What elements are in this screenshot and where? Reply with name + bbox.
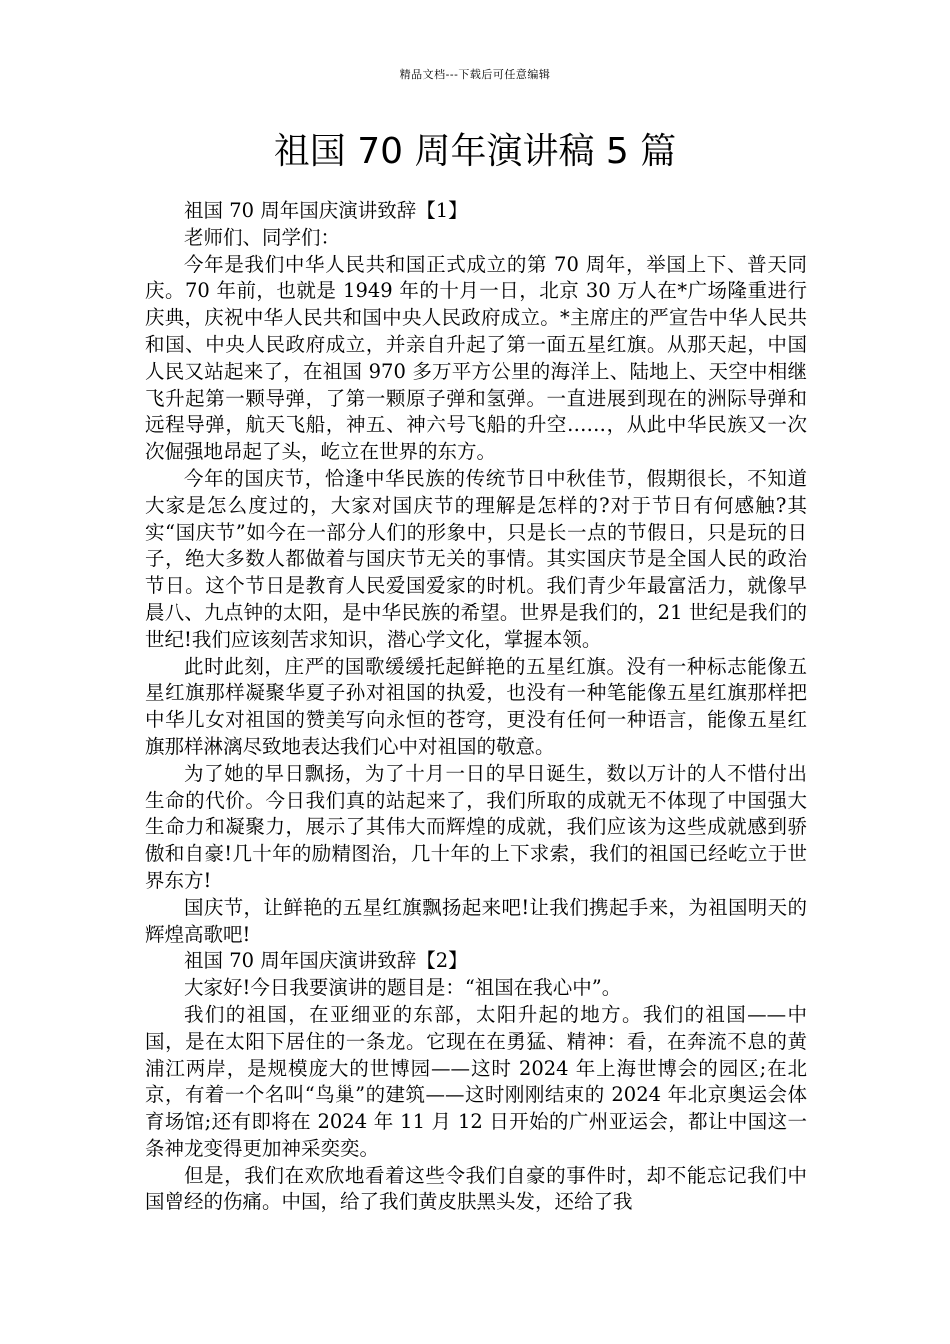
paragraph: 老师们、同学们： bbox=[184, 225, 341, 249]
paragraph: 今年是我们中华人民共和国正式成立的第 70 周年，举国上下、普天同庆。70 年前，也就是 1949 年的十月一日，北京 30 万人在*广场隆重进行庆典，庆祝中华人民共和国中央人民政府成立。*主席庄的严宣告中华人民共和国、中央人民政府成立，并亲自升起了第一面五星红旗。从那天起，中国人民又站起来了，在祖国 970 多万平方公里的海洋上、陆地上、天空中相继飞升起第一颗导弹，了第一颗原子弹和氢弹。一直进展到现在的洲际导弹和远程导弹，航天飞船，神五、神六号飞船的升空……，从此中华民族又一次次倔强地昂起了头，屹立在世界的东方。 bbox=[145, 252, 807, 464]
document-body bbox=[145, 198, 807, 1216]
paragraph: 今年的国庆节，恰逢中华民族的传统节日中秋佳节，假期很长，不知道大家是怎么度过的，大家对国庆节的理解是怎样的?对于节日有何感触?其实“国庆节”如今在一部分人们的形象中，只是长一点的节假日，只是玩的日子，绝大多数人都做着与国庆节无关的事情。其实国庆节是全国人民的政治节日。这个节日是教育人民爱国爱家的时机。我们青少年最富活力，就像早晨八、九点钟的太阳，是中华民族的希望。世界是我们的，21 世纪是我们的世纪!我们应该刻苦求知识，潜心学文化，掌握本领。 bbox=[145, 466, 807, 651]
paragraph: 为了她的早日飘扬，为了十月一日的早日诞生，数以万计的人不惜付出生命的代价。今日我们真的站起来了，我们所取的成就无不体现了中国强大生命力和凝聚力，展示了其伟大而辉煌的成就，我们应该为这些成就感到骄傲和自豪!几十年的励精图治，几十年的上下求索，我们的祖国已经屹立于世界东方! bbox=[145, 761, 807, 892]
paragraph: 我们的祖国，在亚细亚的东部，太阳升起的地方。我们的祖国——中国，是在太阳下居住的一条龙。它现在在勇猛、精神：看，在奔流不息的黄浦江两岸，是规模庞大的世博园——这时 2024 年上海世博会的园区;在北京，有着一个名叫“鸟巢”的建筑——这时刚刚结束的 2024 年北京奥运会体育场馆;还有即将在 2024 年 11 月 12 日开始的广州亚运会，都让中国这一条神龙变得更加神采奕奕。 bbox=[145, 1002, 807, 1160]
paragraph: 大家好!今日我要演讲的题目是：“祖国在我心中”。 bbox=[184, 976, 622, 1000]
header-note: 精品文档---下载后可任意编辑 bbox=[399, 68, 551, 81]
paragraph: 祖国 70 周年国庆演讲致辞【2】 bbox=[184, 949, 468, 973]
paragraph: 国庆节，让鲜艳的五星红旗飘扬起来吧!让我们携起手来，为祖国明天的辉煌高歌吧! bbox=[145, 895, 807, 946]
paragraph: 此时此刻，庄严的国歌缓缓托起鲜艳的五星红旗。没有一种标志能像五星红旗那样凝聚华夏子孙对祖国的执爱，也没有一种笔能像五星红旗那样把中华儿女对祖国的赞美写向永恒的苍穹，更没有任何一种语言，能像五星红旗那样淋漓尽致地表达我们心中对祖国的敬意。 bbox=[145, 654, 807, 758]
paragraph: 祖国 70 周年国庆演讲致辞【1】 bbox=[184, 199, 468, 222]
paragraph: 但是，我们在欢欣地看着这些令我们自豪的事件时，却不能忘记我们中国曾经的伤痛。中国，给了我们黄皮肤黑头发，还给了我 bbox=[145, 1163, 807, 1214]
document-title: 祖国 70 周年演讲稿 5 篇 bbox=[273, 131, 677, 172]
